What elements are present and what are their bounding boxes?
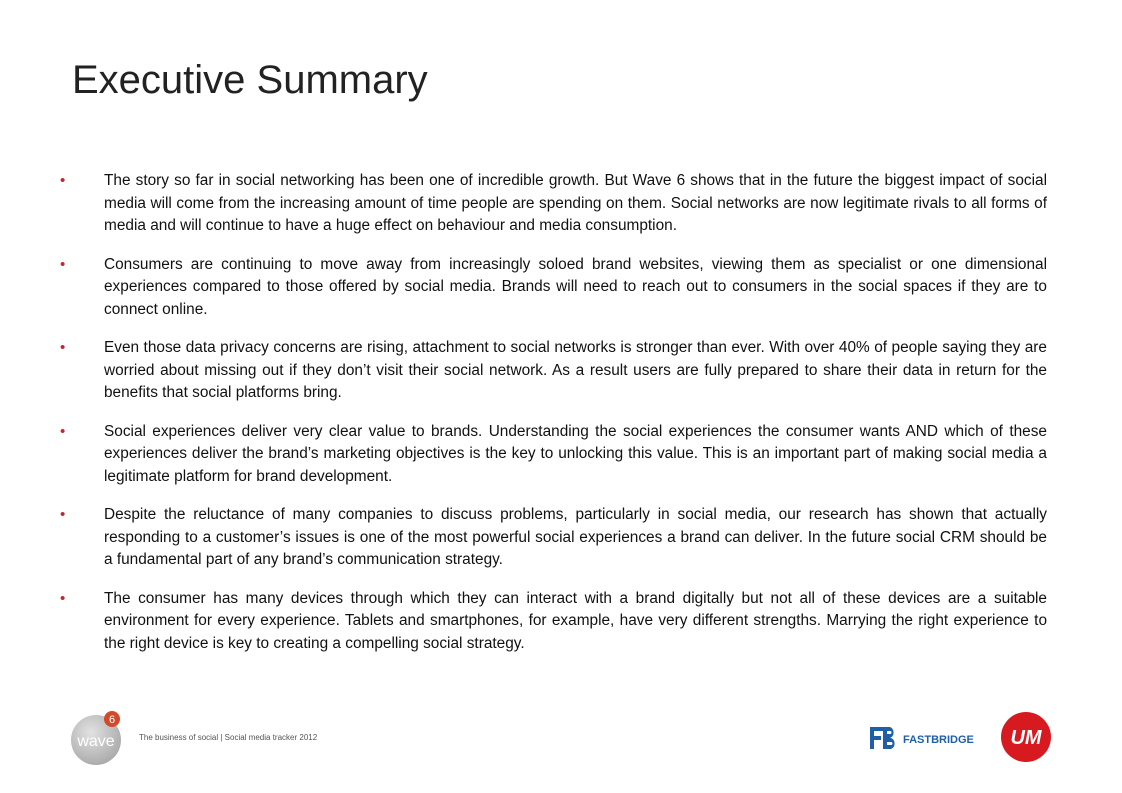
bullet-text: The story so far in social networking has been one of incredible growth. But Wave 6 shows that in the future the biggest impact of social media will come from the increasing amount of time people are spending on them. Social networks are now legitimate rivals to all forms of media and will continue to have a huge effect on behaviour and media consumption. [104,172,1047,234]
bullet-text: The consumer has many devices through which they can interact with a brand digitally but not all of these devices are a suitable environment for every experience. Tablets and smartphones, for example, have very different strengths. Marrying the right experience to the right device is key to creating a compelling social strategy. [104,589,1047,652]
bullet-text: Consumers are continuing to move away from increasingly soloed brand websites, viewing them as specialist or one dimensional experiences compared to those offered by social media. Brands will need to reach out to consumers in the social spaces if they are to connect online. [104,255,1047,318]
summary-bullet [60,504,1047,572]
bullet-marker: • [60,339,66,356]
page-title: Executive Summary [72,58,428,102]
footer [0,700,1122,793]
footer-caption: The business of social | Social media tracker 2012 [139,733,318,742]
wave-logo-number: 6 [108,714,116,726]
bullet-text: Despite the reluctance of many companies to discuss problems, particularly in social media, our research has shown that actually responding to a customer’s issues is one of the most powerful social experiences a brand can deliver. In the future social CRM should be a fundamental part of any brand’s communication strategy. [104,506,1047,568]
wave-6-logo [68,710,124,766]
bullet-text: Even those data privacy concerns are rising, attachment to social networks is stronger than ever. With over 40% of people saying they are worried about missing out if they don’t visit their social network. As a result users are fully prepared to share their data in return for the benefits that social platforms bring. [104,339,1047,401]
um-logo-text: UM [1010,727,1042,749]
summary-bullet [60,421,1047,489]
bullet-marker: • [60,589,66,607]
summary-bullet [60,337,1047,405]
summary-bullet [60,588,1047,656]
bullet-marker: • [60,172,66,189]
um-logo [1000,711,1052,763]
summary-bullet [60,170,1047,238]
bullet-text: Social experiences deliver very clear value to brands. Understanding the social experiences the consumer wants AND which of these experiences deliver the brand’s marketing objectives is the key to unlocking this value. This is an important part of making social media a legitimate platform for brand development. [104,422,1047,485]
fastbridge-logo-text: FASTBRIDGE [903,734,974,746]
fastbridge-logo [869,724,987,752]
bullet-marker: • [60,255,66,273]
bullet-marker: • [60,506,66,523]
summary-bullet [60,254,1047,322]
bullet-marker: • [60,422,66,440]
wave-logo-text: wave [77,733,115,750]
summary-bullet-list [60,170,1047,671]
